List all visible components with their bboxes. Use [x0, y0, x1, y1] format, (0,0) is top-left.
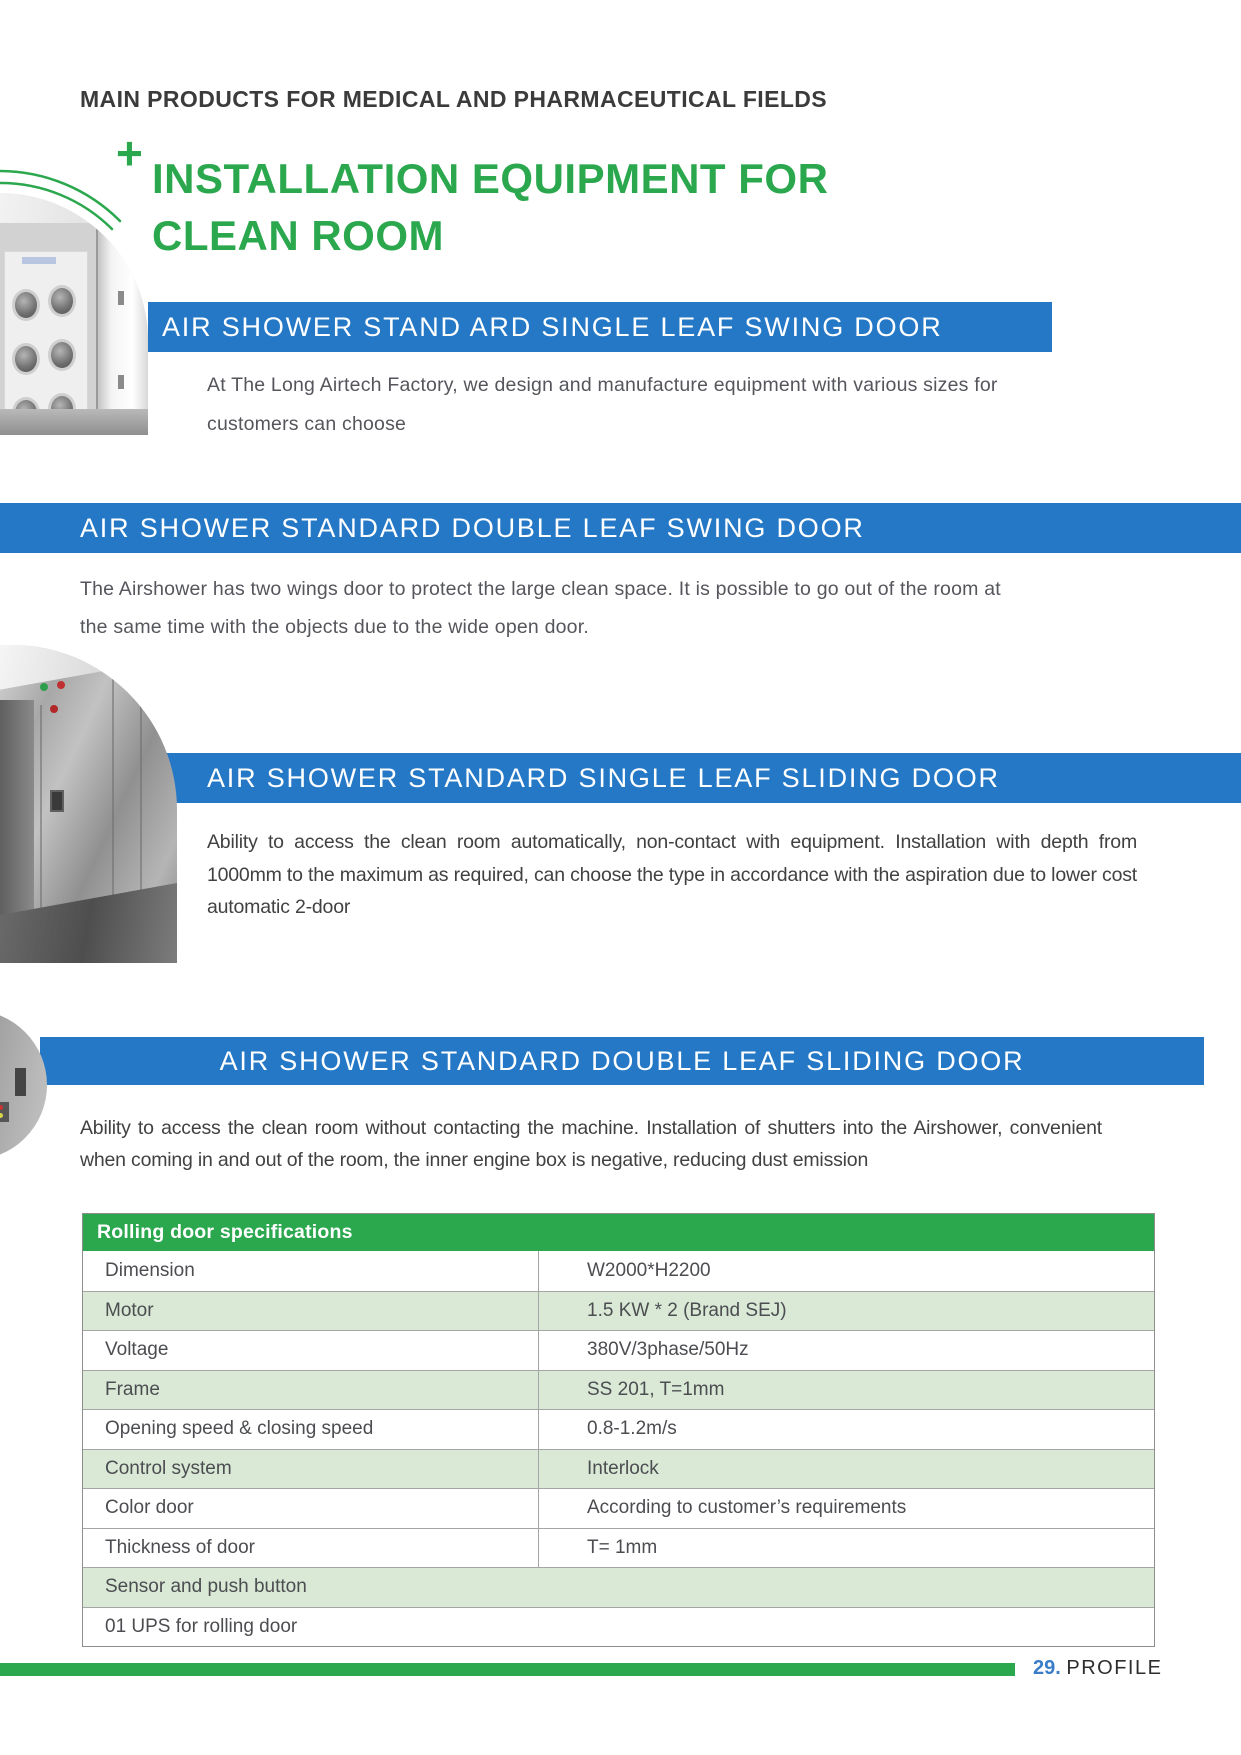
air-nozzle [12, 343, 40, 375]
spec-table-rows [83, 1251, 1154, 1646]
yellow-indicator-light [0, 1113, 3, 1118]
photo-texture [0, 409, 148, 435]
page-title-line2: CLEAN ROOM [152, 212, 444, 259]
spec-table-row [83, 1251, 1154, 1291]
spec-label: Frame [83, 1371, 539, 1410]
spec-value: W2000*H2200 [587, 1259, 711, 1281]
page-number: 29. [1033, 1657, 1061, 1679]
spec-value: According to customer’s requirements [587, 1497, 907, 1519]
spec-label: Thickness of door [83, 1529, 539, 1568]
section-body-2: The Airshower has two wings door to protect the large clean space. It is possible to go out of the room at the same time with the objects due to the wide open door. [80, 578, 1001, 638]
spec-table [82, 1213, 1155, 1647]
spec-label: Sensor and push button [105, 1576, 307, 1598]
spec-table-row [83, 1528, 1154, 1568]
spec-label: Control system [83, 1450, 539, 1489]
spec-table-row [83, 1488, 1154, 1528]
red-indicator-light [57, 681, 65, 689]
page-title [152, 150, 828, 264]
door-hinge [118, 375, 124, 389]
air-shower-detail-circle-photo [0, 1010, 47, 1160]
control-panel [0, 1102, 9, 1122]
spec-table-row [83, 1291, 1154, 1331]
green-indicator-light [40, 683, 48, 691]
footer-green-bar [0, 1663, 1015, 1676]
control-keypad [50, 790, 64, 812]
spec-table-row [83, 1370, 1154, 1410]
section-banner-air-shower-single-swing: AIR SHOWER STAND ARD SINGLE LEAF SWING DOOR [148, 302, 1052, 352]
spec-label: Opening speed & closing speed [83, 1410, 539, 1449]
footer [1033, 1657, 1162, 1680]
spec-table-row [83, 1330, 1154, 1370]
spec-value: Interlock [587, 1457, 659, 1479]
spec-table-row [83, 1409, 1154, 1449]
spec-table-title: Rolling door specifications [83, 1214, 1154, 1251]
red-indicator-light [50, 705, 58, 713]
spec-value: 380V/3phase/50Hz [587, 1339, 749, 1361]
section-body-3: Ability to access the clean room automatically, non-contact with equipment. Installation with depth from 1000mm to the maximum as required, can choose the type in accordance with the aspiration due to lower cost automatic 2-door [207, 831, 1137, 918]
spec-table-row [83, 1607, 1154, 1647]
spec-label: Dimension [83, 1251, 539, 1291]
green-arc-decoration-icon [0, 160, 180, 280]
door-hinge [118, 291, 124, 305]
red-indicator-light [0, 1105, 3, 1110]
spec-value: SS 201, T=1mm [587, 1378, 725, 1400]
section-banner-single-leaf-sliding: AIR SHOWER STANDARD SINGLE LEAF SLIDING DOOR [165, 753, 1241, 803]
spec-value: 0.8-1.2m/s [587, 1418, 677, 1440]
spec-table-row [83, 1567, 1154, 1607]
spec-value: T= 1mm [587, 1536, 658, 1558]
air-shower-stainless-steel-photo [0, 645, 177, 963]
spec-table-row [83, 1449, 1154, 1489]
section-banner-double-leaf-sliding: AIR SHOWER STANDARD DOUBLE LEAF SLIDING DOOR [40, 1037, 1204, 1085]
spec-value: 1.5 KW * 2 (Brand SEJ) [587, 1299, 787, 1321]
plus-icon: + [116, 127, 143, 179]
footer-label: PROFILE [1066, 1657, 1163, 1679]
section-banner-double-leaf-swing: AIR SHOWER STANDARD DOUBLE LEAF SWING DOOR [0, 503, 1241, 553]
section-body-4: Ability to access the clean room without contacting the machine. Installation of shutters into the Airshower, convenient when coming in and out of the room, the inner engine box is negative, reducing dust emission [80, 1117, 1102, 1171]
spec-label: Color door [83, 1489, 539, 1528]
spec-label: Voltage [83, 1331, 539, 1370]
spec-label: 01 UPS for rolling door [105, 1615, 298, 1637]
spec-label: Motor [83, 1292, 539, 1331]
air-nozzle [48, 339, 76, 371]
page-header-title: MAIN PRODUCTS FOR MEDICAL AND PHARMACEUTICAL FIELDS [80, 86, 828, 112]
control-keypad [15, 1068, 26, 1096]
section-body-1: At The Long Airtech Factory, we design and manufacture equipment with various sizes for customers can choose [207, 374, 998, 435]
page-title-line1: INSTALLATION EQUIPMENT FOR [152, 155, 829, 202]
air-nozzle [12, 289, 40, 321]
air-nozzle [48, 285, 76, 317]
